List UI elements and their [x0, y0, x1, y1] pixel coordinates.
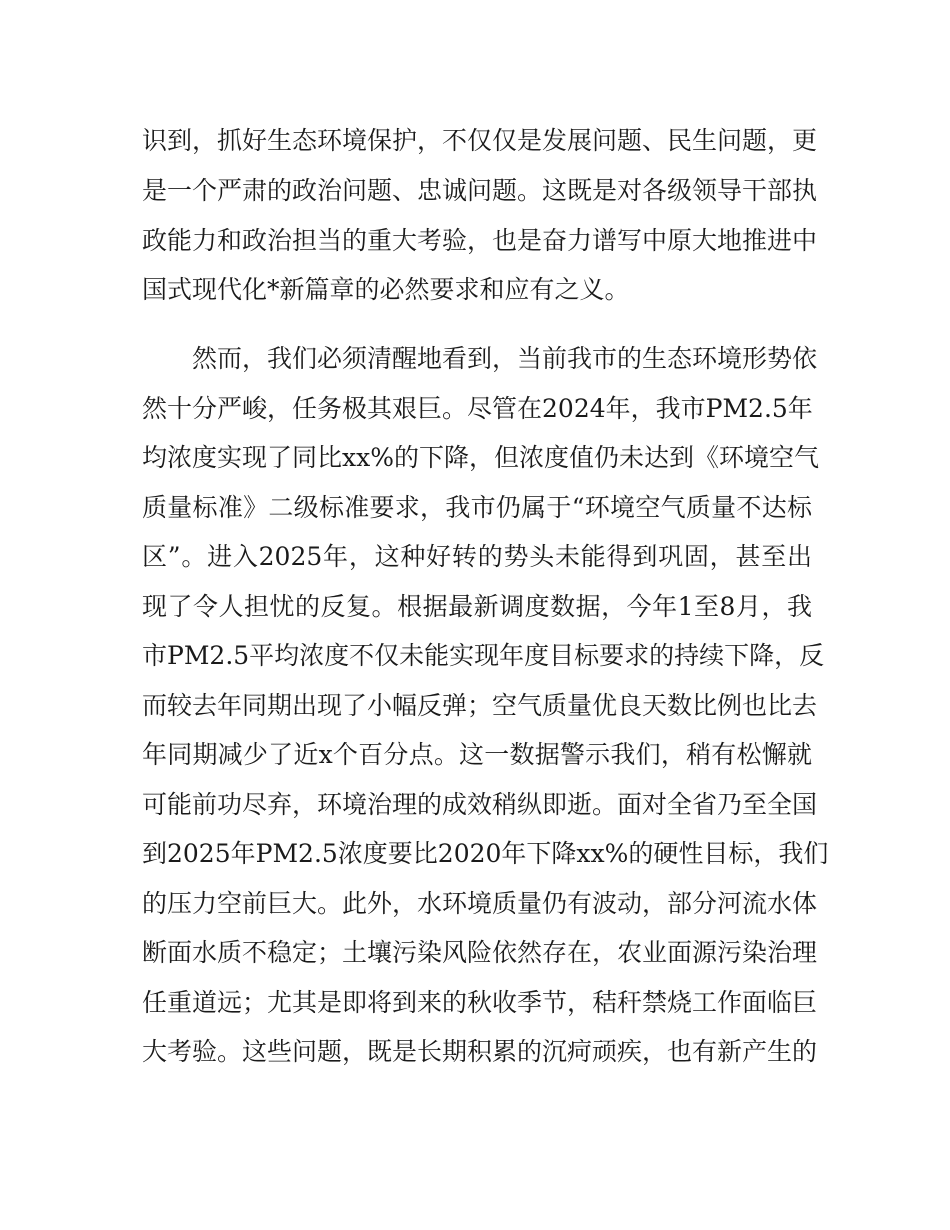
paragraph-2-line: 可能前功尽弃，环境治理的成效稍纵即逝。面对全省乃至全国	[142, 790, 818, 819]
paragraph-2-line: 然十分严峻，任务极其艰巨。尽管在2024年，我市PM2.5年	[142, 394, 813, 423]
paragraph-2-line: 大考验。这些问题，既是长期积累的沉疴顽疾，也有新产生的	[142, 1037, 818, 1066]
paragraph-1-line: 国式现代化*新篇章的必然要求和应有之义。	[142, 275, 630, 304]
paragraph-2-line: 现了令人担忧的反复。根据最新调度数据，今年1至8月，我	[142, 592, 812, 621]
paragraph-1-line: 识到，抓好生态环境保护，不仅仅是发展问题、民生问题，更	[142, 126, 818, 155]
paragraph-2-line: 区”。进入2025年，这种好转的势头未能得到巩固，甚至出	[142, 542, 812, 571]
paragraph-1-line: 政能力和政治担当的重大考验，也是奋力谱写中原大地推进中	[142, 226, 818, 255]
paragraph-2-line: 均浓度实现了同比xx%的下降，但浓度值仍未达到《环境空气	[142, 443, 819, 472]
paragraph-2-line: 然而，我们必须清醒地看到，当前我市的生态环境形势依	[192, 344, 818, 373]
paragraph-2-line: 的压力空前巨大。此外，水环境质量仍有波动，部分河流水体	[142, 889, 818, 918]
paragraph-2-line: 市PM2.5平均浓度不仅未能实现年度目标要求的持续下降，反	[142, 641, 825, 670]
paragraph-2-line: 而较去年同期出现了小幅反弹；空气质量优良天数比例也比去	[142, 691, 818, 720]
paragraph-1-line: 是一个严肃的政治问题、忠诚问题。这既是对各级领导干部执	[142, 176, 818, 205]
paragraph-2-line: 任重道远；尤其是即将到来的秋收季节，秸秆禁烧工作面临巨	[142, 988, 818, 1017]
paragraph-2-line: 到2025年PM2.5浓度要比2020年下降xx%的硬性目标，我们	[142, 839, 829, 868]
paragraph-2-line: 断面水质不稳定；土壤污染风险依然存在，农业面源污染治理	[142, 938, 818, 967]
paragraph-2-line: 年同期减少了近x个百分点。这一数据警示我们，稍有松懈就	[142, 740, 812, 769]
paragraph-2-line: 质量标准》二级标准要求，我市仍属于“环境空气质量不达标	[142, 493, 812, 522]
